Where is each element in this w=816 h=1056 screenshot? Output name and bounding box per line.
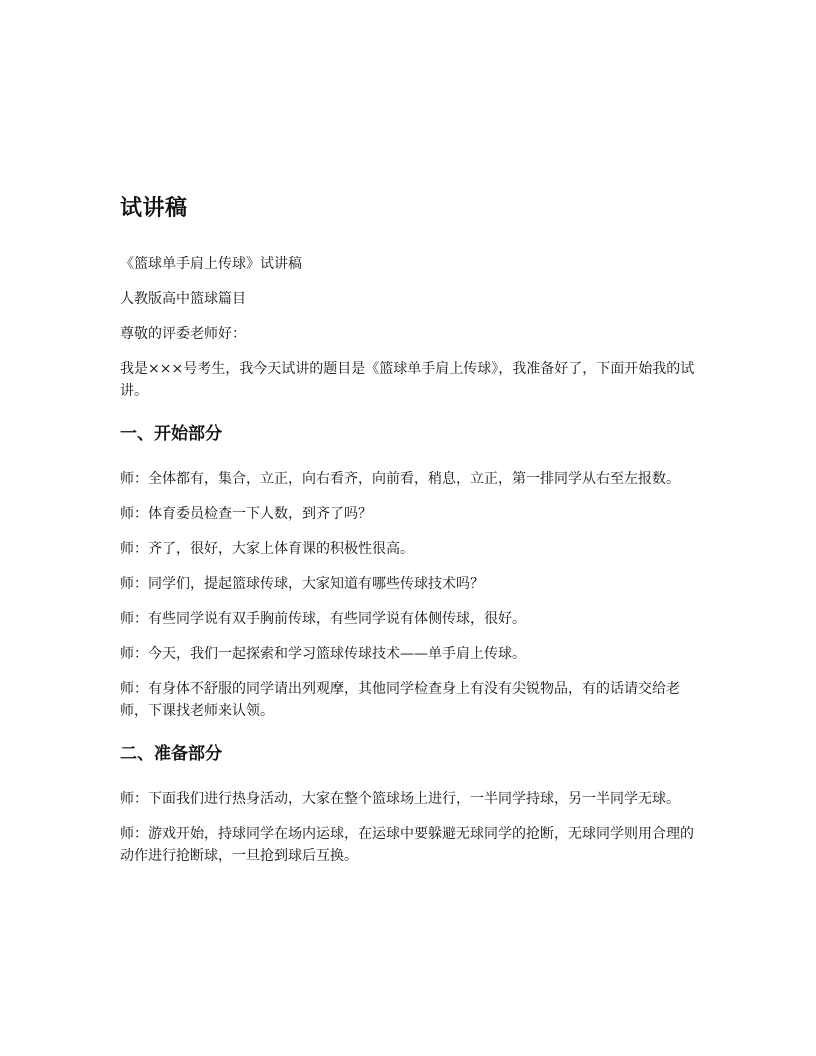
- lesson-title-line: 《篮球单手肩上传球》试讲稿: [120, 256, 302, 272]
- paragraph: 师：有些同学说有双手胸前传球，有些同学说有体侧传球，很好。: [120, 611, 526, 627]
- paragraph: 师：全体都有，集合，立正，向右看齐，向前看，稍息，立正，第一排同学从右至左报数。: [120, 471, 680, 487]
- paragraph: 师：游戏开始，持球同学在场内运球，在运球中要躲避无球同学的抢断，无球同学则用合理的动作进行抢断球，一旦抢到球后互换。: [120, 826, 694, 864]
- paragraph: 师：齐了，很好，大家上体育课的积极性很高。: [120, 541, 414, 557]
- greeting-line: 尊敬的评委老师好：: [120, 326, 246, 342]
- paragraph: 师：同学们，提起篮球传球，大家知道有哪些传球技术吗？: [120, 576, 484, 592]
- paragraph: 师：下面我们进行热身活动，大家在整个篮球场上进行，一半同学持球，另一半同学无球。: [120, 791, 680, 807]
- paragraph: 师：今天，我们一起探索和学习篮球传球技术——单手肩上传球。: [120, 646, 526, 662]
- paragraph: 师：有身体不舒服的同学请出列观摩，其他同学检查身上有没有尖锐物品，有的话请交给老师，下课找老师来认领。: [120, 681, 680, 719]
- document-title: 试讲稿: [120, 196, 188, 221]
- opening-statement: 我是×××号考生，我今天试讲的题目是《篮球单手肩上传球》，我准备好了，下面开始我的试讲。: [120, 361, 695, 399]
- textbook-line: 人教版高中篮球篇目: [120, 291, 246, 307]
- section-heading-start: 一、开始部分: [120, 424, 222, 444]
- section-heading-preparation: 二、准备部分: [120, 744, 222, 764]
- paragraph: 师：体育委员检查一下人数，到齐了吗？: [120, 506, 372, 522]
- document-page: [120, 192, 700, 880]
